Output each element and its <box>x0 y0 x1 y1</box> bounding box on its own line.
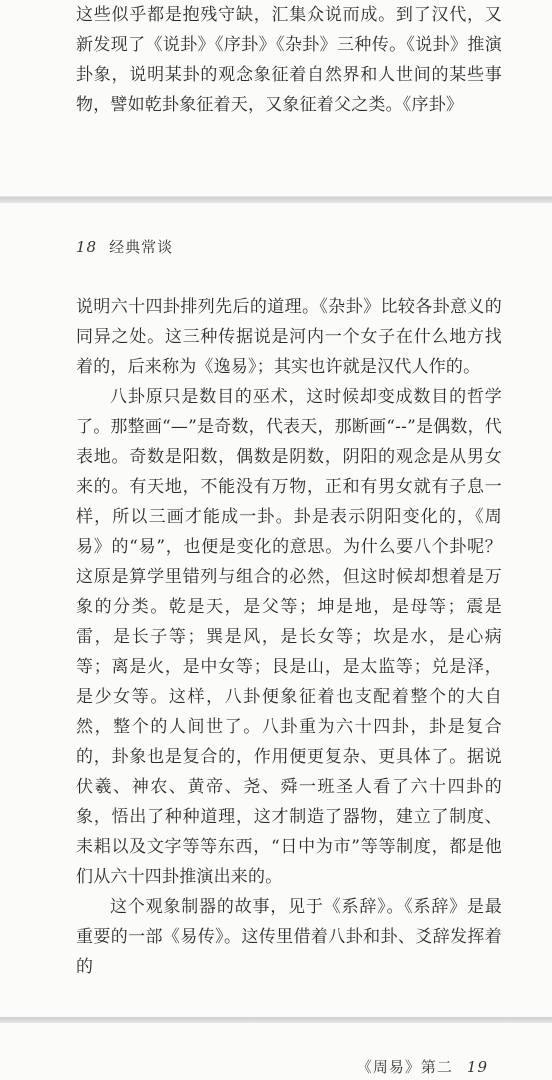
header-book-title: 经典常谈 <box>109 238 174 256</box>
header-page-number: 18 <box>76 238 98 256</box>
paragraph: 说明六十四卦排列先后的道理。《杂卦》比较各卦意义的同异之处。这三种传据说是河内一个女子在什么地方找着的，后来称为《逸易》；其实也许就是汉代人作的。 <box>76 297 502 377</box>
page-header <box>76 236 173 257</box>
paragraph: 八卦原只是数目的巫术，这时候却变成数目的哲学了。那整画“—”是奇数，代表天，那断画“--”是偶数，代表地。奇数是阳数，偶数是阴数，阴阳的观念是从男女来的。有天地，不能没有万物，正和有男女就有子息一样，所以三画才能成一卦。卦是表示阴阳变化的，《周易》的“易”，也便是变化的意思。为什么要八个卦呢？这原是算学里错列与组合的必然，但这时候却想着是万象的分类。乾是天，是父等；坤是地，是母等；震是雷，是长子等；巽是风，是长女等；坎是水，是心病等；离是火，是中女等；艮是山，是太监等；兑是泽，是少女等。这样，八卦便象征着也支配着整个的大自然，整个的人间世了。八卦重为六十四卦，卦是复合的，卦象也是复合的，作用便更复杂、更具体了。据说伏羲、神农、黄帝、尧、舜一班圣人看了六十四卦的象，悟出了种种道理，这才制造了器物，建立了制度、耒耜以及文字等等东西，“日中为市”等等制度，都是他们从六十四卦推演出来的。 <box>76 387 502 887</box>
current-page-text <box>76 292 502 982</box>
paragraph: 这个观象制器的故事，见于《系辞》。《系辞》是最重要的一部《易传》。这传里借着八卦和卦、爻辞发挥着的 <box>76 897 502 977</box>
previous-page <box>0 0 552 196</box>
footer-page-number: 19 <box>466 1058 488 1076</box>
previous-page-text <box>76 0 502 120</box>
page-footer <box>357 1056 488 1077</box>
paragraph: 这些似乎都是抱残守缺，汇集众说而成。到了汉代，又新发现了《说卦》《序卦》《杂卦》三种传。《说卦》推演卦象，说明某卦的观念象征着自然界和人世间的某些事物，譬如乾卦象征着天，又象征着父之类。《序卦》 <box>76 5 502 115</box>
footer-chapter-title: 《周易》第二 <box>356 1058 453 1076</box>
